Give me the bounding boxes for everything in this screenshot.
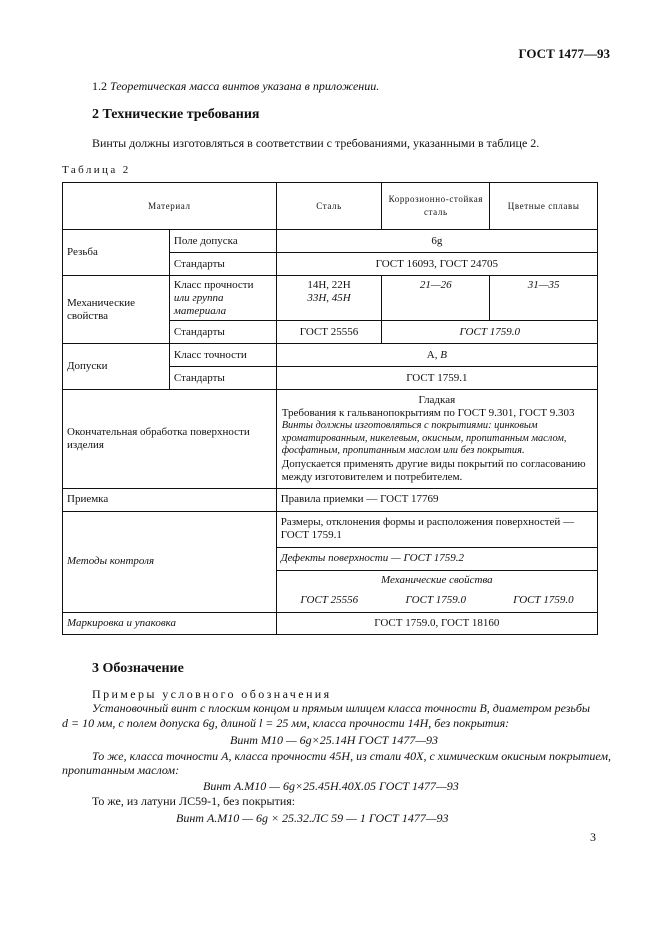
acceptance-value: Правила приемки — ГОСТ 17769 <box>276 488 597 511</box>
example-3-formula: Винт А.М10 — 6g × 25.32.ЛС 59 — 1 ГОСТ 1477—93 <box>176 811 449 825</box>
section-2-text: Винты должны изготовляться в соответствии с требованиями, указанными в таблице 2. <box>92 136 540 150</box>
strength-label-a: Класс прочности <box>173 279 254 291</box>
strength-label-b: или группа материала <box>173 292 227 317</box>
example-2-line-a: То же, класса точности A, класса прочности 45H, из стали 40X, с химическим окисным покрытием, <box>92 749 612 763</box>
requirements-table <box>62 182 598 635</box>
accuracy-a: A, <box>426 348 441 361</box>
row-tolfield-label: Поле допуска <box>169 230 276 253</box>
example-1-formula: Винт М10 — 6g×25.14H ГОСТ 1477—93 <box>230 733 439 747</box>
row-standards-label: Стандарты <box>169 253 276 276</box>
table-header-row <box>63 183 598 230</box>
mech-std-steel: ГОСТ 25556 <box>276 321 382 344</box>
example-2-formula: Винт А.М10 — 6g×25.45H.40X.05 ГОСТ 1477—93 <box>203 779 459 793</box>
table-row <box>63 612 598 634</box>
tolerances-standard-value: ГОСТ 1759.1 <box>276 367 597 390</box>
example-3-line-a: То же, из латуни ЛС59-1, без покрытия: <box>92 794 296 808</box>
table-row <box>63 344 598 367</box>
strength-stainless: 21—26 <box>382 276 490 321</box>
example-2-line-b: пропитанным маслом: <box>62 763 180 777</box>
strength-steel-a: 14H, 22H <box>307 279 351 291</box>
page-header: ГОСТ 1477—93 <box>518 46 610 61</box>
finish-value <box>276 390 597 489</box>
table-row <box>63 276 598 321</box>
row-standards-label: Стандарты <box>169 321 276 344</box>
row-strength-label <box>169 276 276 321</box>
accuracy-value <box>276 344 597 367</box>
methods-steel: ГОСТ 25556 <box>276 590 382 612</box>
paragraph-text: Теоретическая масса винтов указана в приложении. <box>110 79 380 93</box>
finish-smooth: Гладкая <box>418 394 456 406</box>
header-material: Материал <box>63 183 277 230</box>
header-steel: Сталь <box>276 183 382 230</box>
row-acceptance-label: Приемка <box>63 488 277 511</box>
methods-dimensions: Размеры, отклонения формы и расположения поверхностей — ГОСТ 1759.1 <box>276 511 597 547</box>
methods-nonferrous: ГОСТ 1759.0 <box>490 590 598 612</box>
strength-steel <box>276 276 382 321</box>
table-row <box>63 511 598 547</box>
tolfield-value: 6g <box>276 230 597 253</box>
row-standards-label: Стандарты <box>169 367 276 390</box>
strength-nonferrous: 31—35 <box>490 276 598 321</box>
mech-std-other: ГОСТ 1759.0 <box>382 321 598 344</box>
table-row <box>63 488 598 511</box>
row-methods-label: Методы контроля <box>63 511 277 612</box>
strength-steel-b: 33H, 45H <box>307 292 351 304</box>
row-thread-label: Резьба <box>63 230 170 276</box>
section-2-title: 2 Технические требования <box>92 107 260 122</box>
row-mech-label: Механические свойства <box>63 276 170 344</box>
example-1-line-a: Установочный винт с плоским концом и прямым шлицем класса точности B, диаметром резьбы <box>92 701 591 715</box>
accuracy-b: B <box>440 348 447 361</box>
row-accuracy-label: Класс точности <box>169 344 276 367</box>
row-tolerances-label: Допуски <box>63 344 170 390</box>
methods-mech-title: Механические свойства <box>276 570 597 590</box>
marking-value: ГОСТ 1759.0, ГОСТ 18160 <box>276 612 597 634</box>
row-finish-label: Окончательная обработка поверхности изделия <box>63 390 277 489</box>
table-row <box>63 390 598 489</box>
table-caption: Таблица 2 <box>62 164 131 176</box>
page-number: 3 <box>590 830 596 844</box>
thread-standards-value: ГОСТ 16093, ГОСТ 24705 <box>276 253 597 276</box>
header-nonferrous: Цветные сплавы <box>490 183 598 230</box>
paragraph-number: 1.2 <box>92 79 107 93</box>
finish-galvanic: Требования к гальванопокрытиям по ГОСТ 9.301, ГОСТ 9.303 <box>281 407 575 419</box>
section-3-title: 3 Обозначение <box>92 661 184 676</box>
examples-heading: Примеры условного обозначения <box>92 687 332 701</box>
methods-stainless: ГОСТ 1759.0 <box>382 590 490 612</box>
finish-coatings: Винты должны изготовляться с покрытиями: цинковым хроматированным, никелевым, окисным, пропитанным маслом, фосфатным, пропитанным маслом или без покрытия. <box>281 420 567 456</box>
methods-surface: Дефекты поверхности — ГОСТ 1759.2 <box>276 547 597 570</box>
table-row <box>63 230 598 253</box>
paragraph-1-2 <box>92 79 379 94</box>
finish-other: Допускается применять другие виды покрытий по согласованию между изготовителем и потребителем. <box>281 457 586 483</box>
example-1-line-b: d = 10 мм, с полем допуска 6g, длиной l = 25 мм, класса прочности 14H, без покрытия: <box>62 716 510 730</box>
header-stainless: Коррозионно-стойкая сталь <box>382 183 490 230</box>
row-marking-label: Маркировка и упаковка <box>63 612 277 634</box>
